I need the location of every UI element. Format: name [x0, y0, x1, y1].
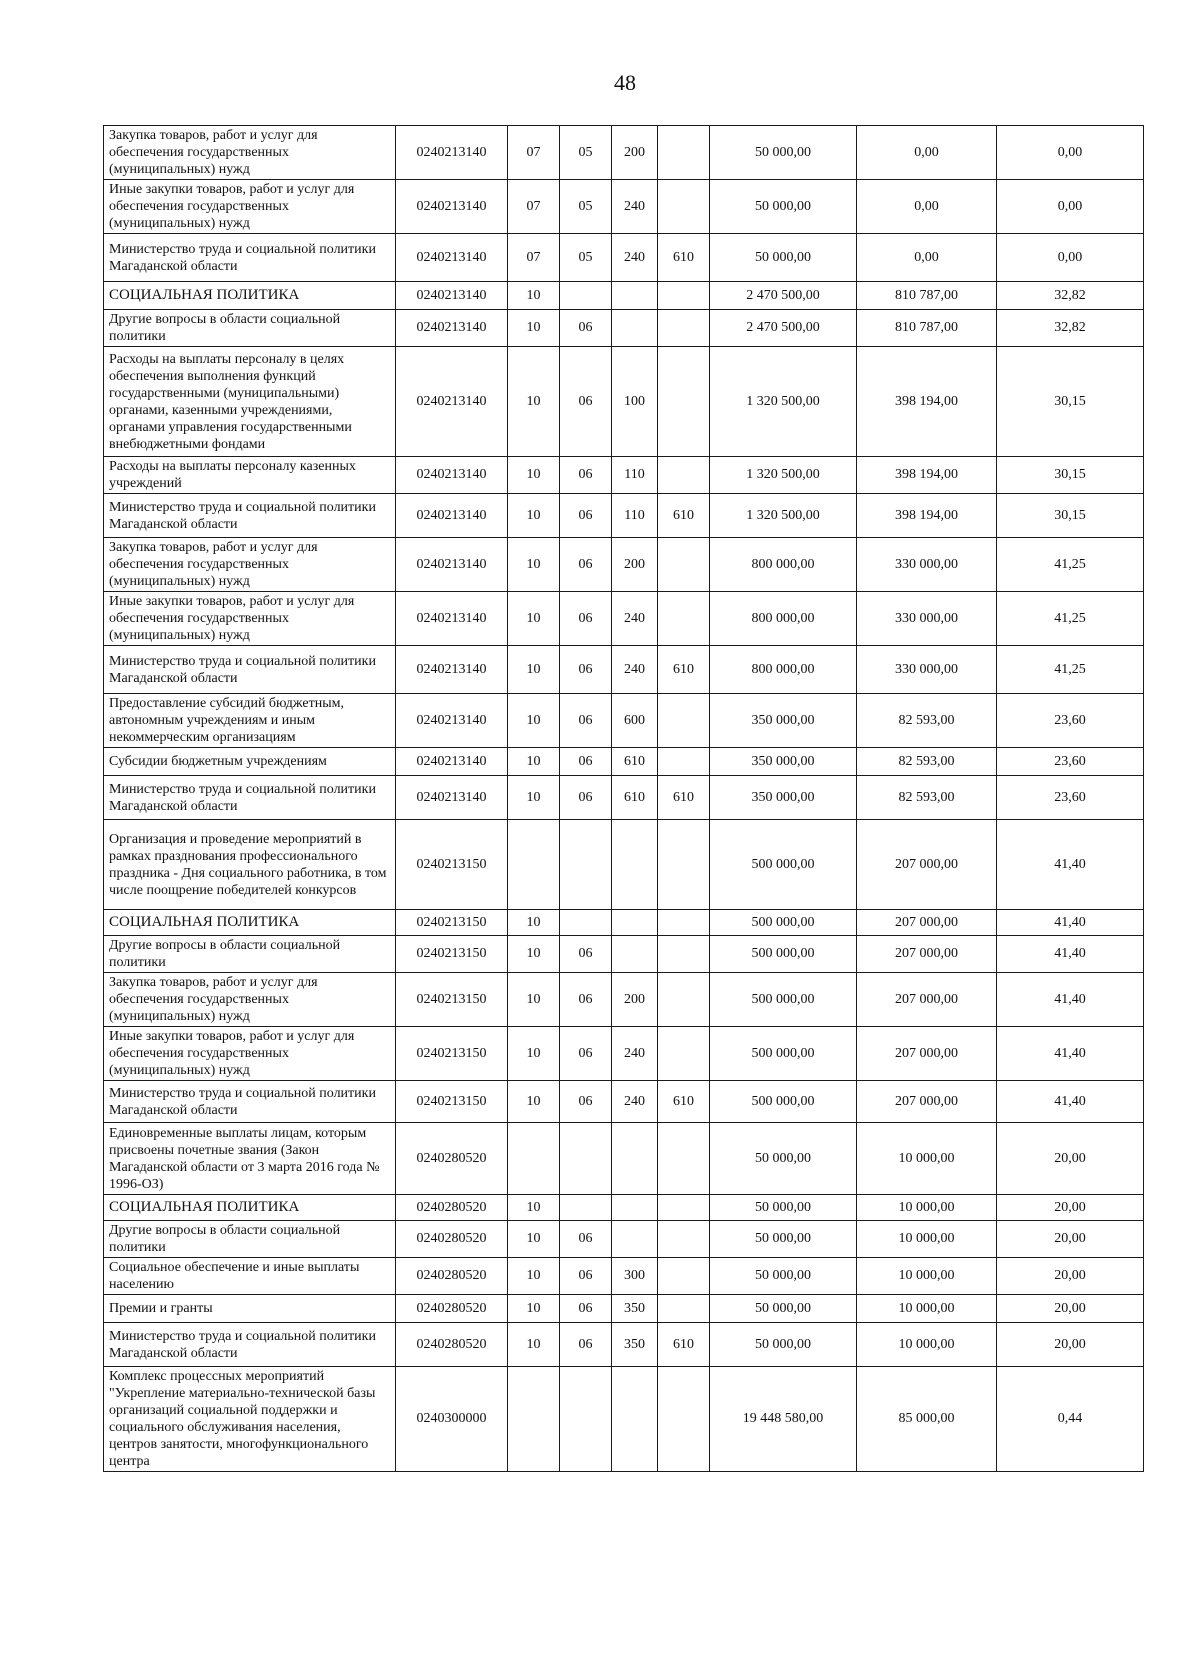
planned-amount-cell: 50 000,00 — [710, 1123, 857, 1195]
expense-type-cell: 610 — [612, 748, 658, 776]
actual-amount-cell: 810 787,00 — [857, 310, 997, 347]
section-cell: 10 — [508, 1258, 560, 1295]
percent-cell: 23,60 — [997, 694, 1144, 748]
subsection-cell: 06 — [560, 592, 612, 646]
actual-amount-cell: 10 000,00 — [857, 1295, 997, 1323]
planned-amount-cell: 350 000,00 — [710, 694, 857, 748]
planned-amount-cell: 800 000,00 — [710, 538, 857, 592]
row-name-cell: Организация и проведение мероприятий в рамках празднования профессионального праздника - Дня социального работника, в том числе поощрение победителей конкурсов — [104, 820, 396, 910]
subsection-cell — [560, 910, 612, 936]
subsection-cell: 06 — [560, 347, 612, 457]
table-row — [104, 646, 1144, 694]
subsection-cell: 06 — [560, 1323, 612, 1367]
actual-amount-cell: 207 000,00 — [857, 973, 997, 1027]
section-cell: 10 — [508, 1027, 560, 1081]
percent-cell: 20,00 — [997, 1323, 1144, 1367]
section-cell: 10 — [508, 776, 560, 820]
ministry-code-cell — [658, 1295, 710, 1323]
percent-cell: 20,00 — [997, 1221, 1144, 1258]
planned-amount-cell: 800 000,00 — [710, 592, 857, 646]
row-name-cell: Социальное обеспечение и иные выплаты населению — [104, 1258, 396, 1295]
row-name-cell: Министерство труда и социальной политики Магаданской области — [104, 494, 396, 538]
expense-type-cell: 350 — [612, 1323, 658, 1367]
subsection-cell: 06 — [560, 973, 612, 1027]
target-article-cell: 0240280520 — [396, 1195, 508, 1221]
percent-cell: 20,00 — [997, 1295, 1144, 1323]
planned-amount-cell: 1 320 500,00 — [710, 457, 857, 494]
percent-cell: 20,00 — [997, 1258, 1144, 1295]
section-cell: 10 — [508, 592, 560, 646]
subsection-cell: 06 — [560, 936, 612, 973]
ministry-code-cell — [658, 1195, 710, 1221]
actual-amount-cell: 207 000,00 — [857, 936, 997, 973]
ministry-code-cell: 610 — [658, 1323, 710, 1367]
expense-type-cell: 610 — [612, 776, 658, 820]
expense-type-cell — [612, 1195, 658, 1221]
row-name-cell: Министерство труда и социальной политики Магаданской области — [104, 1081, 396, 1123]
planned-amount-cell: 50 000,00 — [710, 234, 857, 282]
actual-amount-cell: 398 194,00 — [857, 494, 997, 538]
section-cell: 07 — [508, 234, 560, 282]
expense-type-cell — [612, 820, 658, 910]
expense-type-cell — [612, 1221, 658, 1258]
expense-type-cell: 240 — [612, 234, 658, 282]
actual-amount-cell: 207 000,00 — [857, 910, 997, 936]
subsection-cell: 06 — [560, 694, 612, 748]
planned-amount-cell: 800 000,00 — [710, 646, 857, 694]
table-row — [104, 1081, 1144, 1123]
table-row — [104, 457, 1144, 494]
percent-cell: 20,00 — [997, 1195, 1144, 1221]
row-name-cell: Министерство труда и социальной политики Магаданской области — [104, 776, 396, 820]
table-row — [104, 1295, 1144, 1323]
subsection-cell: 06 — [560, 494, 612, 538]
expense-type-cell — [612, 310, 658, 347]
row-name-cell: Министерство труда и социальной политики Магаданской области — [104, 234, 396, 282]
planned-amount-cell: 1 320 500,00 — [710, 494, 857, 538]
target-article-cell: 0240213140 — [396, 234, 508, 282]
subsection-cell — [560, 1367, 612, 1472]
planned-amount-cell: 2 470 500,00 — [710, 282, 857, 310]
ministry-code-cell — [658, 592, 710, 646]
actual-amount-cell: 10 000,00 — [857, 1221, 997, 1258]
row-name-cell: Закупка товаров, работ и услуг для обеспечения государственных (муниципальных) нужд — [104, 973, 396, 1027]
percent-cell: 41,40 — [997, 1081, 1144, 1123]
actual-amount-cell: 810 787,00 — [857, 282, 997, 310]
subsection-cell: 06 — [560, 646, 612, 694]
ministry-code-cell — [658, 1367, 710, 1472]
section-cell: 10 — [508, 494, 560, 538]
planned-amount-cell: 50 000,00 — [710, 180, 857, 234]
planned-amount-cell: 500 000,00 — [710, 1081, 857, 1123]
percent-cell: 0,00 — [997, 234, 1144, 282]
target-article-cell: 0240213150 — [396, 936, 508, 973]
section-cell: 10 — [508, 936, 560, 973]
percent-cell: 0,44 — [997, 1367, 1144, 1472]
actual-amount-cell: 10 000,00 — [857, 1323, 997, 1367]
planned-amount-cell: 19 448 580,00 — [710, 1367, 857, 1472]
table-row — [104, 234, 1144, 282]
planned-amount-cell: 50 000,00 — [710, 1195, 857, 1221]
expense-type-cell: 200 — [612, 126, 658, 180]
expense-type-cell — [612, 282, 658, 310]
actual-amount-cell: 398 194,00 — [857, 457, 997, 494]
ministry-code-cell — [658, 694, 710, 748]
table-row — [104, 538, 1144, 592]
target-article-cell: 0240213140 — [396, 494, 508, 538]
section-cell: 10 — [508, 1221, 560, 1258]
subsection-cell: 06 — [560, 457, 612, 494]
planned-amount-cell: 50 000,00 — [710, 1258, 857, 1295]
table-row — [104, 180, 1144, 234]
ministry-code-cell — [658, 910, 710, 936]
actual-amount-cell: 0,00 — [857, 234, 997, 282]
target-article-cell: 0240213140 — [396, 282, 508, 310]
percent-cell: 0,00 — [997, 126, 1144, 180]
target-article-cell: 0240213150 — [396, 820, 508, 910]
ministry-code-cell — [658, 1258, 710, 1295]
ministry-code-cell — [658, 282, 710, 310]
ministry-code-cell: 610 — [658, 776, 710, 820]
section-cell — [508, 1367, 560, 1472]
section-cell: 10 — [508, 910, 560, 936]
percent-cell: 23,60 — [997, 748, 1144, 776]
target-article-cell: 0240213150 — [396, 1081, 508, 1123]
table-row — [104, 1221, 1144, 1258]
ministry-code-cell: 610 — [658, 1081, 710, 1123]
expense-type-cell: 600 — [612, 694, 658, 748]
expense-type-cell: 300 — [612, 1258, 658, 1295]
expense-type-cell: 240 — [612, 592, 658, 646]
table-row — [104, 936, 1144, 973]
actual-amount-cell: 398 194,00 — [857, 347, 997, 457]
section-cell: 10 — [508, 1295, 560, 1323]
percent-cell: 30,15 — [997, 494, 1144, 538]
subsection-cell: 06 — [560, 776, 612, 820]
table-row — [104, 592, 1144, 646]
percent-cell: 41,40 — [997, 820, 1144, 910]
target-article-cell: 0240280520 — [396, 1323, 508, 1367]
row-name-cell: Другие вопросы в области социальной политики — [104, 1221, 396, 1258]
expense-type-cell: 110 — [612, 457, 658, 494]
target-article-cell: 0240280520 — [396, 1258, 508, 1295]
planned-amount-cell: 500 000,00 — [710, 936, 857, 973]
percent-cell: 32,82 — [997, 310, 1144, 347]
percent-cell: 20,00 — [997, 1123, 1144, 1195]
section-cell: 10 — [508, 538, 560, 592]
target-article-cell: 0240213140 — [396, 126, 508, 180]
actual-amount-cell: 330 000,00 — [857, 646, 997, 694]
subsection-cell: 06 — [560, 1081, 612, 1123]
subsection-cell: 06 — [560, 1295, 612, 1323]
page-number: 48 — [614, 70, 636, 95]
subsection-cell: 06 — [560, 310, 612, 347]
expense-type-cell — [612, 910, 658, 936]
table-row — [104, 1123, 1144, 1195]
ministry-code-cell — [658, 538, 710, 592]
row-name-cell: Министерство труда и социальной политики Магаданской области — [104, 646, 396, 694]
section-cell: 07 — [508, 180, 560, 234]
row-name-cell: Закупка товаров, работ и услуг для обеспечения государственных (муниципальных) нужд — [104, 126, 396, 180]
ministry-code-cell — [658, 820, 710, 910]
table-row — [104, 694, 1144, 748]
subsection-cell: 05 — [560, 180, 612, 234]
planned-amount-cell: 50 000,00 — [710, 1323, 857, 1367]
planned-amount-cell: 350 000,00 — [710, 776, 857, 820]
ministry-code-cell — [658, 1123, 710, 1195]
percent-cell: 23,60 — [997, 776, 1144, 820]
target-article-cell: 0240213140 — [396, 646, 508, 694]
planned-amount-cell: 500 000,00 — [710, 1027, 857, 1081]
target-article-cell: 0240213140 — [396, 538, 508, 592]
table-row — [104, 748, 1144, 776]
actual-amount-cell: 207 000,00 — [857, 1027, 997, 1081]
planned-amount-cell: 500 000,00 — [710, 910, 857, 936]
expense-type-cell: 240 — [612, 1081, 658, 1123]
row-name-cell: Расходы на выплаты персоналу в целях обеспечения выполнения функций государственными (муниципальными) органами, казенными учреждениями, органами управления государственными внебюджетными фондами — [104, 347, 396, 457]
planned-amount-cell: 350 000,00 — [710, 748, 857, 776]
table-row — [104, 1323, 1144, 1367]
ministry-code-cell — [658, 936, 710, 973]
row-name-cell: Другие вопросы в области социальной политики — [104, 936, 396, 973]
row-name-cell: СОЦИАЛЬНАЯ ПОЛИТИКА — [104, 910, 396, 936]
ministry-code-cell — [658, 1027, 710, 1081]
percent-cell: 0,00 — [997, 180, 1144, 234]
actual-amount-cell: 330 000,00 — [857, 592, 997, 646]
subsection-cell — [560, 1195, 612, 1221]
table-row — [104, 347, 1144, 457]
row-name-cell: Предоставление субсидий бюджетным, автономным учреждениям и иным некоммерческим организациям — [104, 694, 396, 748]
ministry-code-cell — [658, 457, 710, 494]
subsection-cell: 05 — [560, 234, 612, 282]
section-cell: 10 — [508, 1323, 560, 1367]
row-name-cell: СОЦИАЛЬНАЯ ПОЛИТИКА — [104, 282, 396, 310]
expense-type-cell — [612, 936, 658, 973]
row-name-cell: Единовременные выплаты лицам, которым присвоены почетные звания (Закон Магаданской области от 3 марта 2016 года № 1996-ОЗ) — [104, 1123, 396, 1195]
target-article-cell: 0240213140 — [396, 180, 508, 234]
table-row — [104, 776, 1144, 820]
planned-amount-cell: 1 320 500,00 — [710, 347, 857, 457]
percent-cell: 41,40 — [997, 910, 1144, 936]
percent-cell: 30,15 — [997, 347, 1144, 457]
ministry-code-cell — [658, 973, 710, 1027]
section-cell: 10 — [508, 457, 560, 494]
row-name-cell: Премии и гранты — [104, 1295, 396, 1323]
actual-amount-cell: 85 000,00 — [857, 1367, 997, 1472]
section-cell: 10 — [508, 347, 560, 457]
percent-cell: 41,25 — [997, 646, 1144, 694]
row-name-cell: Закупка товаров, работ и услуг для обеспечения государственных (муниципальных) нужд — [104, 538, 396, 592]
actual-amount-cell: 82 593,00 — [857, 776, 997, 820]
target-article-cell: 0240300000 — [396, 1367, 508, 1472]
table-row — [104, 282, 1144, 310]
row-name-cell: Иные закупки товаров, работ и услуг для обеспечения государственных (муниципальных) нужд — [104, 592, 396, 646]
target-article-cell: 0240213140 — [396, 457, 508, 494]
section-cell: 10 — [508, 282, 560, 310]
actual-amount-cell: 0,00 — [857, 126, 997, 180]
target-article-cell: 0240213140 — [396, 694, 508, 748]
expense-type-cell: 200 — [612, 973, 658, 1027]
percent-cell: 41,25 — [997, 592, 1144, 646]
actual-amount-cell: 207 000,00 — [857, 1081, 997, 1123]
budget-table — [103, 125, 1144, 1472]
expense-type-cell: 200 — [612, 538, 658, 592]
percent-cell: 32,82 — [997, 282, 1144, 310]
table-row — [104, 973, 1144, 1027]
percent-cell: 41,40 — [997, 1027, 1144, 1081]
target-article-cell: 0240213140 — [396, 776, 508, 820]
expense-type-cell: 240 — [612, 646, 658, 694]
planned-amount-cell: 50 000,00 — [710, 126, 857, 180]
ministry-code-cell — [658, 180, 710, 234]
section-cell: 10 — [508, 748, 560, 776]
target-article-cell: 0240213140 — [396, 592, 508, 646]
target-article-cell: 0240213150 — [396, 910, 508, 936]
target-article-cell: 0240280520 — [396, 1295, 508, 1323]
expense-type-cell: 110 — [612, 494, 658, 538]
row-name-cell: Другие вопросы в области социальной политики — [104, 310, 396, 347]
actual-amount-cell: 82 593,00 — [857, 694, 997, 748]
row-name-cell: Министерство труда и социальной политики Магаданской области — [104, 1323, 396, 1367]
section-cell: 10 — [508, 694, 560, 748]
target-article-cell: 0240213140 — [396, 310, 508, 347]
ministry-code-cell: 610 — [658, 646, 710, 694]
percent-cell: 41,40 — [997, 973, 1144, 1027]
planned-amount-cell: 500 000,00 — [710, 973, 857, 1027]
section-cell: 10 — [508, 973, 560, 1027]
subsection-cell: 06 — [560, 1258, 612, 1295]
subsection-cell: 06 — [560, 1221, 612, 1258]
actual-amount-cell: 10 000,00 — [857, 1258, 997, 1295]
section-cell: 10 — [508, 1195, 560, 1221]
planned-amount-cell: 50 000,00 — [710, 1295, 857, 1323]
expense-type-cell — [612, 1123, 658, 1195]
table-row — [104, 820, 1144, 910]
ministry-code-cell: 610 — [658, 234, 710, 282]
subsection-cell: 06 — [560, 538, 612, 592]
ministry-code-cell — [658, 1221, 710, 1258]
ministry-code-cell — [658, 748, 710, 776]
section-cell — [508, 1123, 560, 1195]
percent-cell: 41,25 — [997, 538, 1144, 592]
table-row — [104, 910, 1144, 936]
expense-type-cell: 350 — [612, 1295, 658, 1323]
target-article-cell: 0240213150 — [396, 1027, 508, 1081]
section-cell — [508, 820, 560, 910]
subsection-cell — [560, 282, 612, 310]
actual-amount-cell: 207 000,00 — [857, 820, 997, 910]
row-name-cell: Субсидии бюджетным учреждениям — [104, 748, 396, 776]
ministry-code-cell: 610 — [658, 494, 710, 538]
target-article-cell: 0240280520 — [396, 1221, 508, 1258]
row-name-cell: Комплекс процессных мероприятий "Укрепление материально-технической базы организаций социальной поддержки и социального обслуживания населения, центров занятости, многофункционального центра — [104, 1367, 396, 1472]
planned-amount-cell: 2 470 500,00 — [710, 310, 857, 347]
ministry-code-cell — [658, 347, 710, 457]
subsection-cell: 06 — [560, 1027, 612, 1081]
ministry-code-cell — [658, 126, 710, 180]
section-cell: 10 — [508, 1081, 560, 1123]
table-body — [104, 126, 1144, 1472]
subsection-cell: 05 — [560, 126, 612, 180]
table-row — [104, 494, 1144, 538]
expense-type-cell: 240 — [612, 180, 658, 234]
row-name-cell: Расходы на выплаты персоналу казенных учреждений — [104, 457, 396, 494]
subsection-cell: 06 — [560, 748, 612, 776]
actual-amount-cell: 82 593,00 — [857, 748, 997, 776]
table-row — [104, 1195, 1144, 1221]
target-article-cell: 0240213140 — [396, 347, 508, 457]
table-row — [104, 1027, 1144, 1081]
target-article-cell: 0240280520 — [396, 1123, 508, 1195]
actual-amount-cell: 0,00 — [857, 180, 997, 234]
table-row — [104, 126, 1144, 180]
actual-amount-cell: 330 000,00 — [857, 538, 997, 592]
section-cell: 07 — [508, 126, 560, 180]
section-cell: 10 — [508, 646, 560, 694]
expense-type-cell: 240 — [612, 1027, 658, 1081]
planned-amount-cell: 500 000,00 — [710, 820, 857, 910]
row-name-cell: Иные закупки товаров, работ и услуг для обеспечения государственных (муниципальных) нужд — [104, 1027, 396, 1081]
actual-amount-cell: 10 000,00 — [857, 1195, 997, 1221]
target-article-cell: 0240213140 — [396, 748, 508, 776]
row-name-cell: Иные закупки товаров, работ и услуг для обеспечения государственных (муниципальных) нужд — [104, 180, 396, 234]
percent-cell: 41,40 — [997, 936, 1144, 973]
row-name-cell: СОЦИАЛЬНАЯ ПОЛИТИКА — [104, 1195, 396, 1221]
table-row — [104, 1367, 1144, 1472]
planned-amount-cell: 50 000,00 — [710, 1221, 857, 1258]
table-row — [104, 1258, 1144, 1295]
subsection-cell — [560, 1123, 612, 1195]
table-row — [104, 310, 1144, 347]
subsection-cell — [560, 820, 612, 910]
expense-type-cell — [612, 1367, 658, 1472]
section-cell: 10 — [508, 310, 560, 347]
ministry-code-cell — [658, 310, 710, 347]
actual-amount-cell: 10 000,00 — [857, 1123, 997, 1195]
target-article-cell: 0240213150 — [396, 973, 508, 1027]
percent-cell: 30,15 — [997, 457, 1144, 494]
expense-type-cell: 100 — [612, 347, 658, 457]
